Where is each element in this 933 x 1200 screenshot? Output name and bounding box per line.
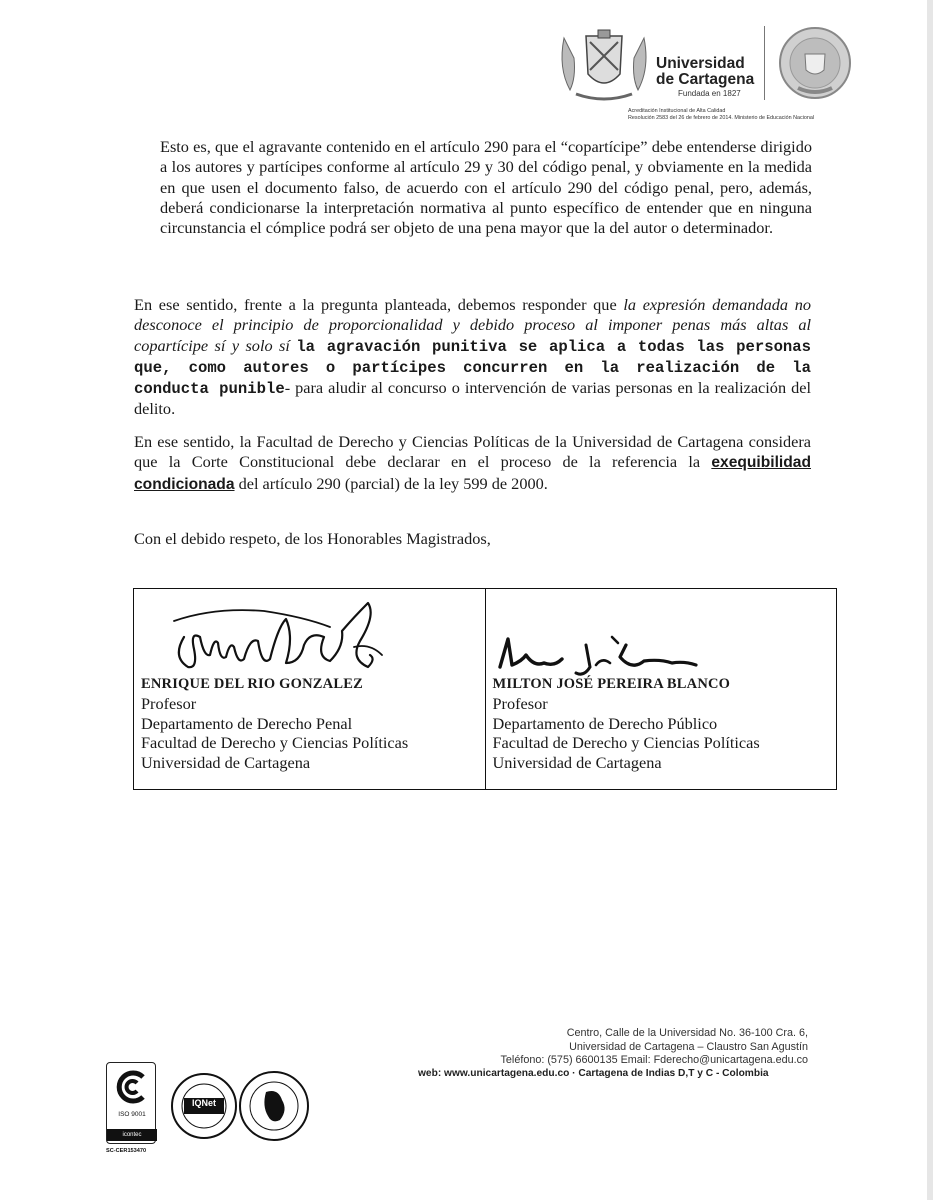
accreditation-text: Acreditación Institucional de Alta Calidad Resolución 2583 del 26 de febrero de 2014. Ministerio de Educación Nacional: [628, 108, 815, 121]
iso-certification-badge: [106, 1062, 156, 1144]
signatory-2-department: Departamento de Derecho Público: [492, 713, 718, 733]
accreditation-seal-icon: [778, 26, 852, 100]
signatory-1-university: Universidad de Cartagena: [141, 752, 311, 772]
certification-logos: [106, 1062, 316, 1162]
signatory-1-role: Profesor: [141, 694, 197, 714]
signatory-2-university: Universidad de Cartagena: [492, 752, 662, 772]
bold-underlined-term: exequibilidad condicionada: [134, 454, 811, 493]
colombia-certification-seal-icon: [238, 1070, 310, 1142]
icontec-logo-icon: [115, 1069, 149, 1105]
italic-expression: la expresión demandada no desconoce el principio de proporcionalidad y debido proceso al imponer penas más altas al copartícipe sí y solo sí: [134, 295, 811, 355]
header-divider: [764, 26, 765, 100]
letterhead: [556, 22, 856, 132]
signatory-2-name: MILTON JOSÉ PEREIRA BLANCO: [492, 676, 731, 692]
founded-text: Fundada en 1827: [678, 89, 741, 98]
page-edge: [927, 0, 933, 1200]
signatory-1-block: [141, 675, 408, 772]
university-name: Universidad de Cartagena: [656, 55, 755, 88]
paragraph-3: En ese sentido, la Facultad de Derecho y Ciencias Políticas de la Universidad de Cartagena considera que la Corte Constitucional debe declarar en el proceso de la referencia la exequibilidad condicionada del artículo 290 (parcial) de la ley 599 de 2000.: [134, 432, 811, 493]
bold-statement: la agravación punitiva se aplica a todas las personas que, como autores o partícipes concurren en la realización de la conducta punible: [134, 337, 812, 399]
handwritten-signature-1: [154, 597, 384, 687]
icontec-label: icontec: [107, 1129, 157, 1141]
signature-table: [133, 588, 837, 790]
signatory-1-faculty: Facultad de Derecho y Ciencias Políticas: [141, 733, 409, 753]
iso-label: ISO 9001: [118, 1111, 146, 1118]
certificate-code: SC-CER153470: [106, 1148, 147, 1154]
signatory-2-block: [493, 675, 760, 772]
university-crest-icon: [556, 28, 652, 108]
footer-web: web: www.unicartagena.edu.co · Cartagena de Indias D,T y C - Colombia: [418, 1068, 769, 1079]
signature-cell-1: [134, 589, 485, 789]
closing-line: Con el debido respeto, de los Honorables Magistrados,: [134, 529, 491, 548]
signatory-1-name: ENRIQUE DEL RIO GONZALEZ: [141, 676, 363, 692]
footer-address: Centro, Calle de la Universidad No. 36-100 Cra. 6, Universidad de Cartagena – Claustro San Agustín Teléfono: (575) 6600135 Email: Fderecho@unicartagena.edu.co: [500, 1027, 808, 1066]
paragraph-1: Esto es, que el agravante contenido en el artículo 290 para el “copartícipe” debe entenderse dirigido a los autores y partícipes conforme al artículo 29 y 30 del código penal, y obviamente en la medida en que usen el documento falso, de acuerdo con el artículo 290 del código penal, pero, además, deberá condicionarse la interpretación normativa al punto específico de entender que en ninguna circunstancia el cómplice podrá ser objeto de una pena mayor que la del autor o determinador.: [160, 137, 812, 238]
handwritten-signature-2: [492, 631, 702, 681]
paragraph-2: En ese sentido, frente a la pregunta planteada, debemos responder que la expresión demandada no desconoce el principio de proporcionalidad y debido proceso al imponer penas más altas al copartícipe sí y solo sí la agravación punitiva se aplica a todas las personas que, como autores o partícipes concurren en la realización de la conducta punible- para aludir al concurso o intervención de varias personas en la realización del delito.: [134, 295, 812, 419]
footer-phone-email: Teléfono: (575) 6600135 Email: Fderecho@unicartagena.edu.co: [500, 1054, 808, 1066]
signatory-2-role: Profesor: [492, 694, 548, 714]
signatory-1-department: Departamento de Derecho Penal: [141, 713, 353, 733]
iqnet-label: IQNet: [191, 1098, 216, 1108]
signature-cell-2: [485, 589, 837, 789]
signatory-2-faculty: Facultad de Derecho y Ciencias Políticas: [492, 733, 760, 753]
